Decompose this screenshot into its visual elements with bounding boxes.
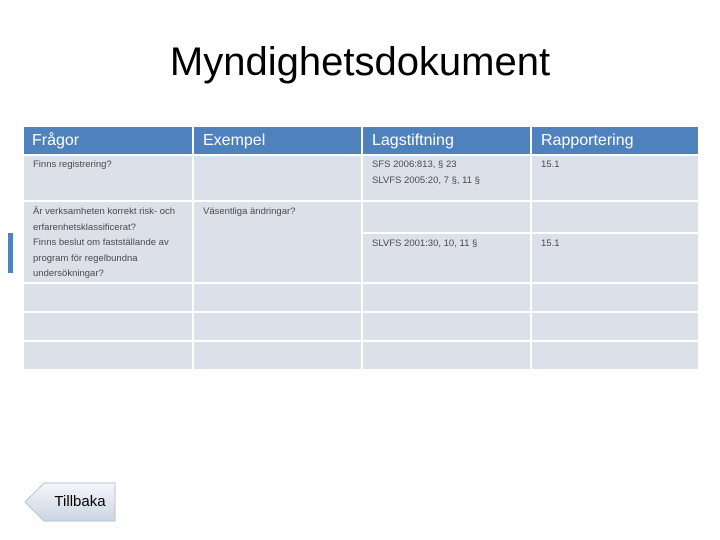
- cell-text: erfarenhetsklassificerat?: [33, 221, 136, 233]
- cell-text: undersökningar?: [33, 268, 104, 279]
- empty-cell: [193, 283, 362, 312]
- documents-table: [22, 125, 700, 371]
- table-row: [23, 312, 699, 341]
- cell-text: Finns beslut om fastställande av: [33, 237, 169, 248]
- cell-lagstiftning: [362, 233, 531, 283]
- table-row: [23, 341, 699, 370]
- cell-text: Finns registrering?: [33, 159, 112, 170]
- cell-rapportering: [531, 233, 699, 283]
- cell-text: 15.1: [541, 237, 560, 249]
- cell-text: Är verksamheten korrekt risk- och: [33, 206, 176, 217]
- empty-cell: [23, 312, 193, 341]
- table-row: [23, 155, 699, 201]
- cell-text: SLVFS 2005:20, 7 §, 11 §: [372, 174, 480, 186]
- cell-text: SFS 2006:813, § 23: [372, 159, 457, 170]
- header-fragor: Frågor: [23, 126, 193, 155]
- cell-lagstiftning: [362, 201, 531, 233]
- table-header-row: [23, 126, 699, 155]
- header-lagstiftning: Lagstiftning: [362, 126, 531, 155]
- back-button-label: Tillbaka: [54, 493, 106, 510]
- cell-text: Väsentliga ändringar?: [203, 206, 296, 217]
- header-rapportering: Rapportering: [531, 126, 699, 155]
- empty-cell: [193, 312, 362, 341]
- cell-lagstiftning: [362, 155, 531, 201]
- empty-cell: [362, 283, 531, 312]
- cell-rapportering: [531, 155, 699, 201]
- cell-exempel: [193, 201, 362, 283]
- cell-rapportering: [531, 201, 699, 233]
- accent-bar: [8, 233, 13, 273]
- cell-exempel: [193, 155, 362, 201]
- page-title: Myndighetsdokument: [169, 40, 551, 84]
- cell-text: SLVFS 2001:30, 10, 11 §: [372, 237, 478, 249]
- cell-text: 15.1: [541, 159, 560, 170]
- table-row: [23, 283, 699, 312]
- empty-cell: [362, 341, 531, 370]
- cell-fragor: [23, 201, 193, 283]
- empty-cell: [362, 312, 531, 341]
- cell-fragor: [23, 155, 193, 201]
- empty-cell: [23, 283, 193, 312]
- empty-cell: [531, 283, 699, 312]
- empty-cell: [193, 341, 362, 370]
- cell-text: program för regelbundna: [33, 252, 138, 264]
- empty-cell: [531, 312, 699, 341]
- back-button[interactable]: [24, 482, 116, 522]
- empty-cell: [531, 341, 699, 370]
- table-row: [23, 201, 699, 233]
- header-exempel: Exempel: [193, 126, 362, 155]
- empty-cell: [23, 341, 193, 370]
